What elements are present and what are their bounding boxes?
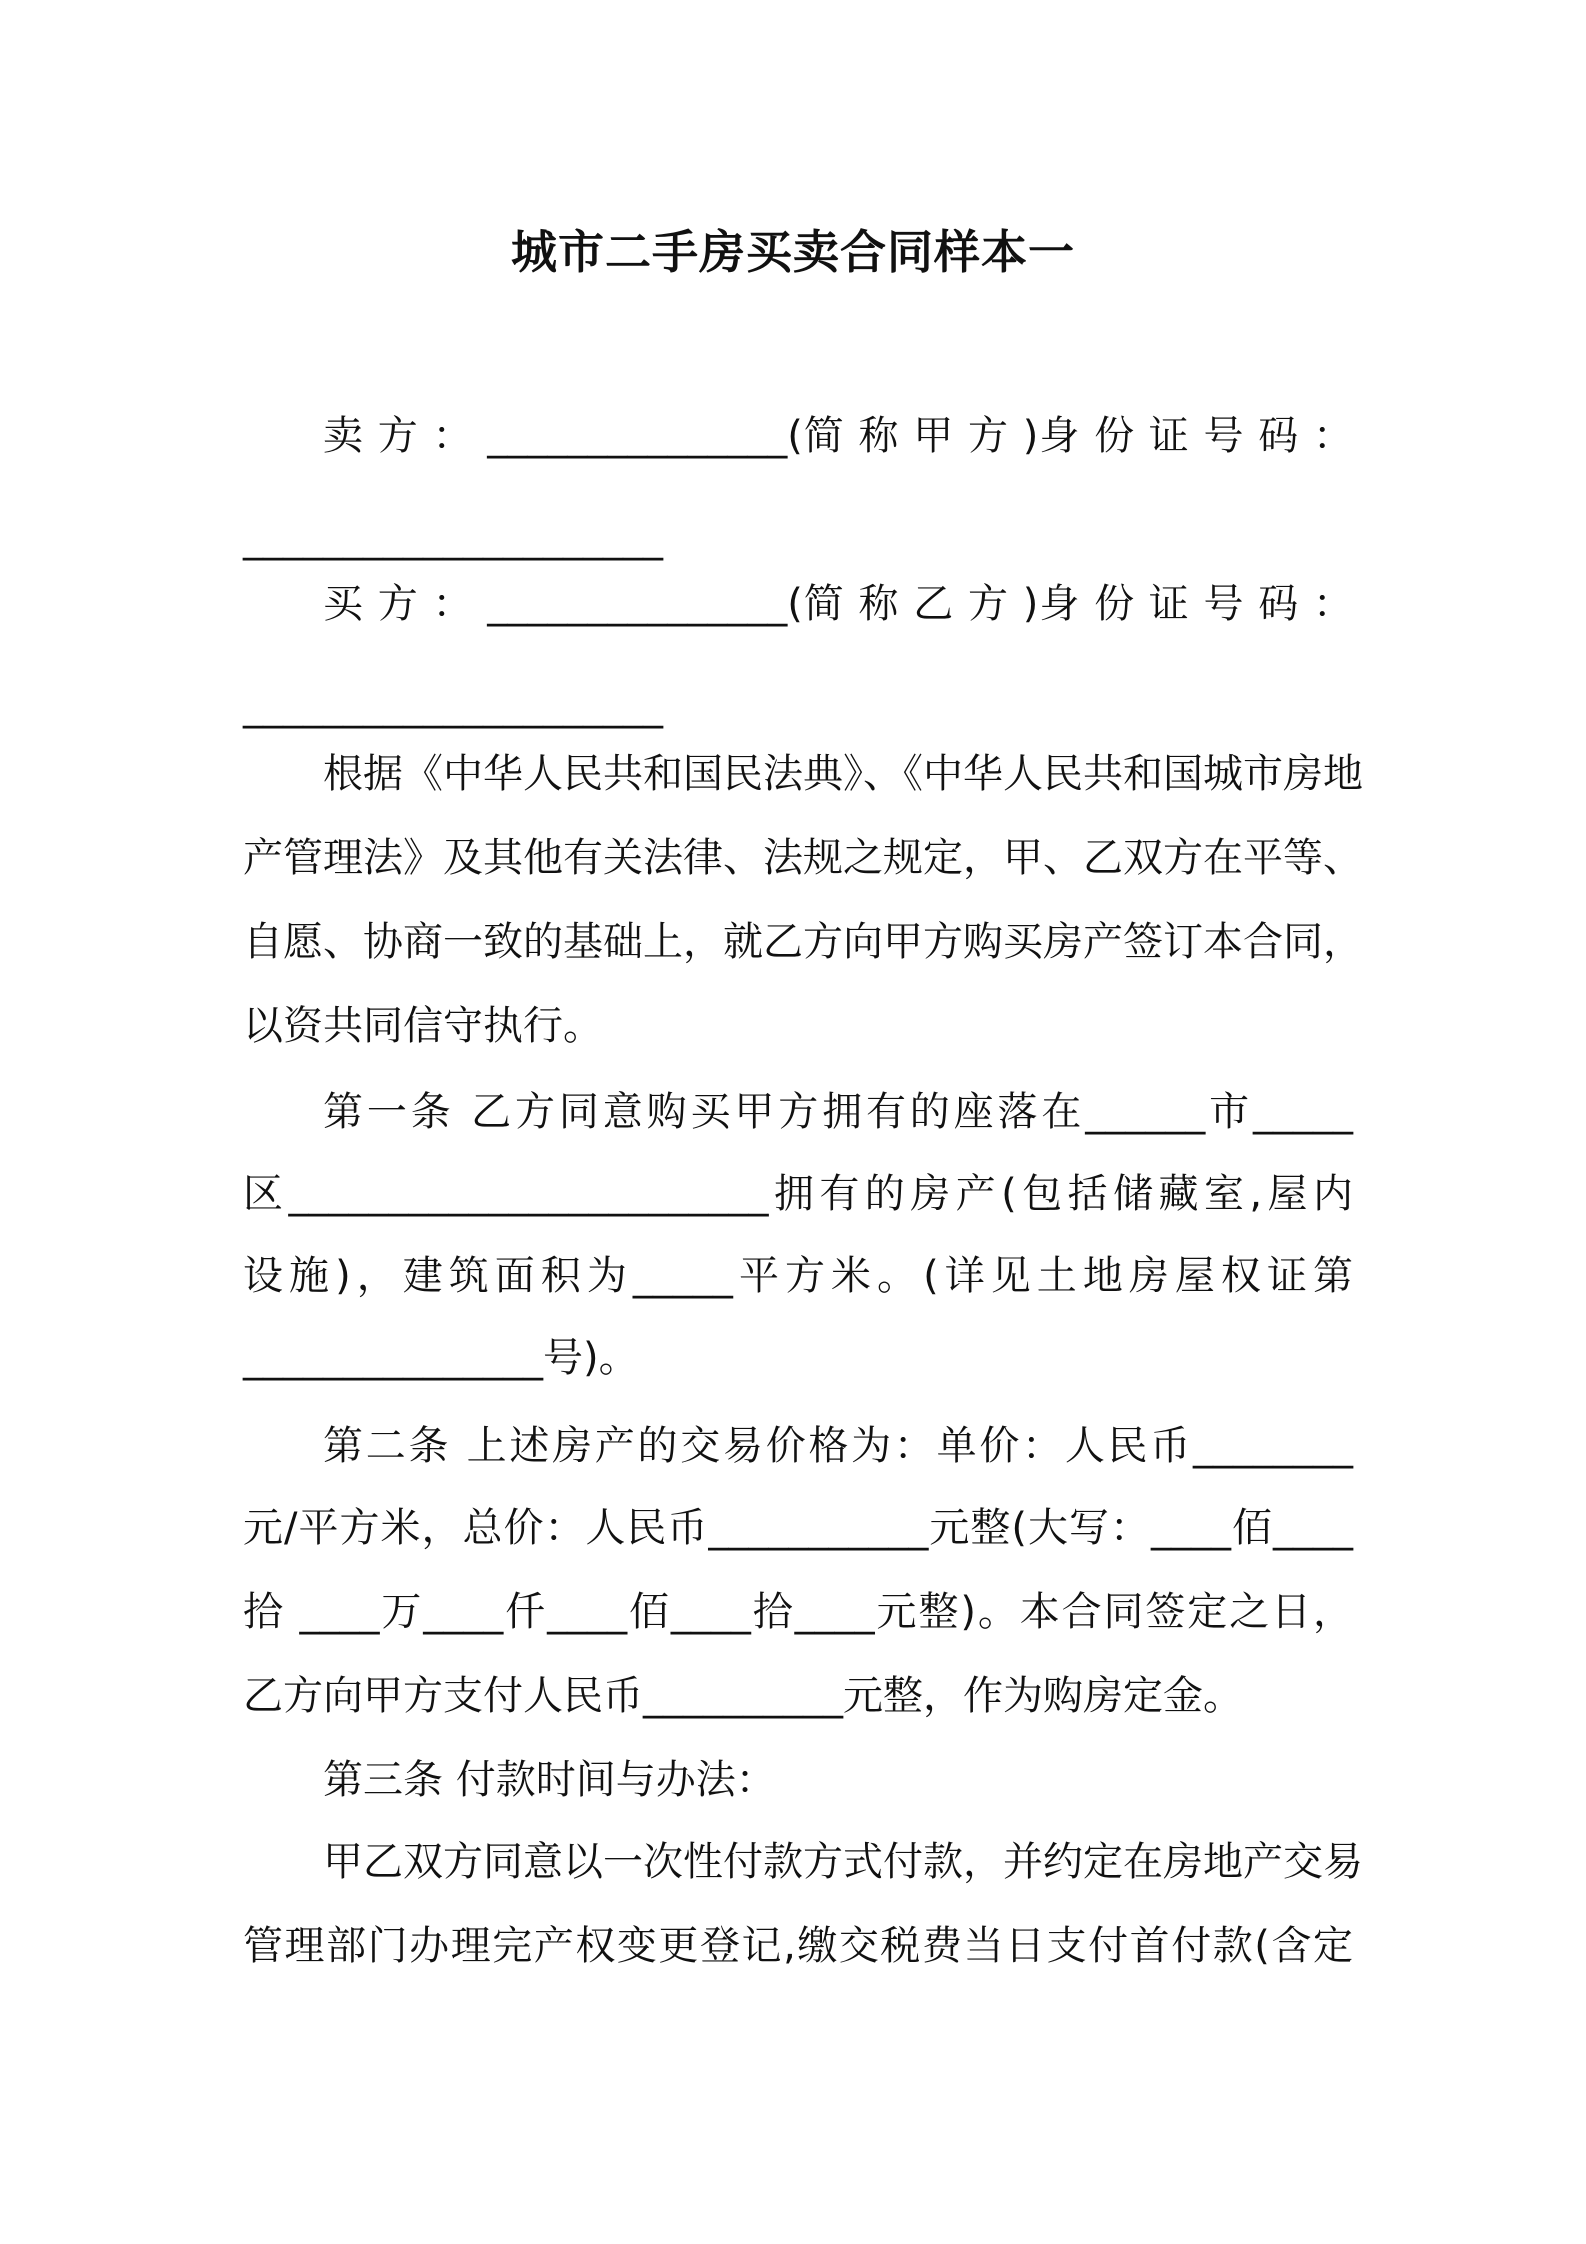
preamble-line-4: 以资共同信守执行。 xyxy=(243,1003,603,1049)
article-2-line-2: 元/平方米，总价：人民币___________元整(大写：____佰____ xyxy=(243,1505,1353,1551)
seller-line: 卖 方 ： _______________(简 称 甲 方 )身 份 证 号 码 ： xyxy=(323,413,1353,459)
document-title: 城市二手房买卖合同样本一 xyxy=(511,225,1075,279)
preamble-line-1: 根据《中华人民共和国民法典》、《中华人民共和国城市房地 xyxy=(323,751,1363,797)
article-3-line-2: 管理部门办理完产权变更登记,缴交税费当日支付首付款(含定 xyxy=(243,1923,1353,1969)
article-1-line-2: 区________________________拥有的房产(包括储藏室,屋内 xyxy=(243,1171,1353,1217)
article-2-line-4: 乙方向甲方支付人民币__________元整，作为购房定金。 xyxy=(243,1673,1243,1719)
article-1-line-1: 第一条 乙方同意购买甲方拥有的座落在______市_____ xyxy=(323,1089,1353,1135)
article-2-line-1: 第二条 上述房产的交易价格为：单价：人民币________ xyxy=(323,1423,1353,1469)
seller-id-blank: _____________________ xyxy=(243,515,663,561)
preamble-line-2: 产管理法》及其他有关法律、法规之规定，甲、乙双方在平等、 xyxy=(243,835,1363,881)
article-3-heading: 第三条 付款时间与办法： xyxy=(323,1757,776,1803)
article-1-line-4: _______________号)。 xyxy=(243,1335,639,1381)
preamble-line-3: 自愿、协商一致的基础上，就乙方向甲方购买房产签订本合同， xyxy=(243,919,1363,965)
buyer-id-blank: _____________________ xyxy=(243,683,663,729)
article-3-line-1: 甲乙双方同意以一次性付款方式付款，并约定在房地产交易 xyxy=(323,1839,1363,1885)
buyer-line: 买 方 ： _______________(简 称 乙 方 )身 份 证 号 码 ： xyxy=(323,581,1353,627)
article-1-line-3: 设施)，建筑面积为_____平方米。(详见土地房屋权证第 xyxy=(243,1253,1353,1299)
article-2-line-3: 拾 ____万____仟____佰____拾____元整)。本合同签定之日， xyxy=(243,1589,1353,1635)
